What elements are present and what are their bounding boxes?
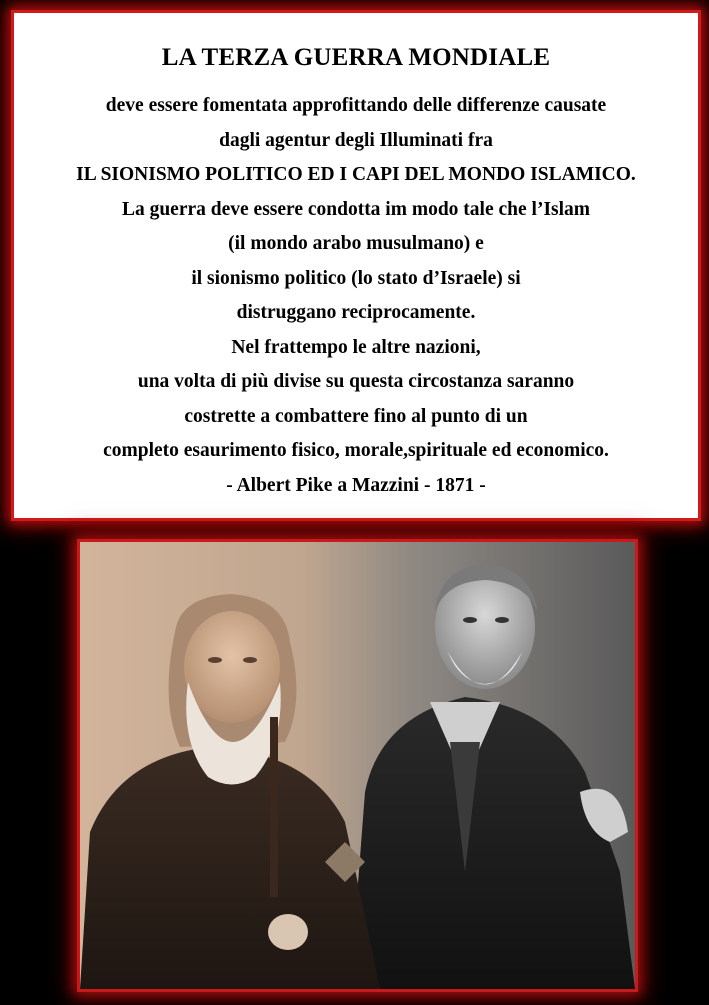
quote-body — [14, 89, 698, 503]
quote-line: (il mondo arabo musulmano) e — [228, 233, 484, 254]
quote-line: Nel frattempo le altre nazioni, — [231, 336, 481, 358]
quote-title: LA TERZA GUERRA MONDIALE — [161, 44, 551, 71]
quote-line: completo esaurimento fisico, morale,spirituale ed economico. — [103, 440, 609, 461]
quote-line: IL SIONISMO POLITICO ED I CAPI DEL MONDO ISLAMICO. — [76, 164, 636, 185]
portrait-illustration — [80, 542, 635, 989]
quote-line: una volta di più divise su questa circostanza saranno — [137, 371, 575, 392]
quote-line: La guerra deve essere condotta im modo tale che l’Islam — [121, 198, 591, 220]
quote-line: costrette a combattere fino al punto di un — [184, 405, 528, 427]
quote-line: il sionismo politico (lo stato d’Israele) si — [191, 267, 521, 289]
quote-panel — [14, 13, 698, 518]
quote-line: distruggano reciprocamente. — [236, 302, 476, 323]
quote-attribution: - Albert Pike a Mazzini - 1871 - — [226, 474, 486, 496]
quote-line: deve essere fomentata approfittando delle differenze causate — [105, 95, 607, 116]
quote-line: dagli agentur degli Illuminati fra — [219, 129, 493, 151]
portrait-photo — [80, 542, 635, 989]
